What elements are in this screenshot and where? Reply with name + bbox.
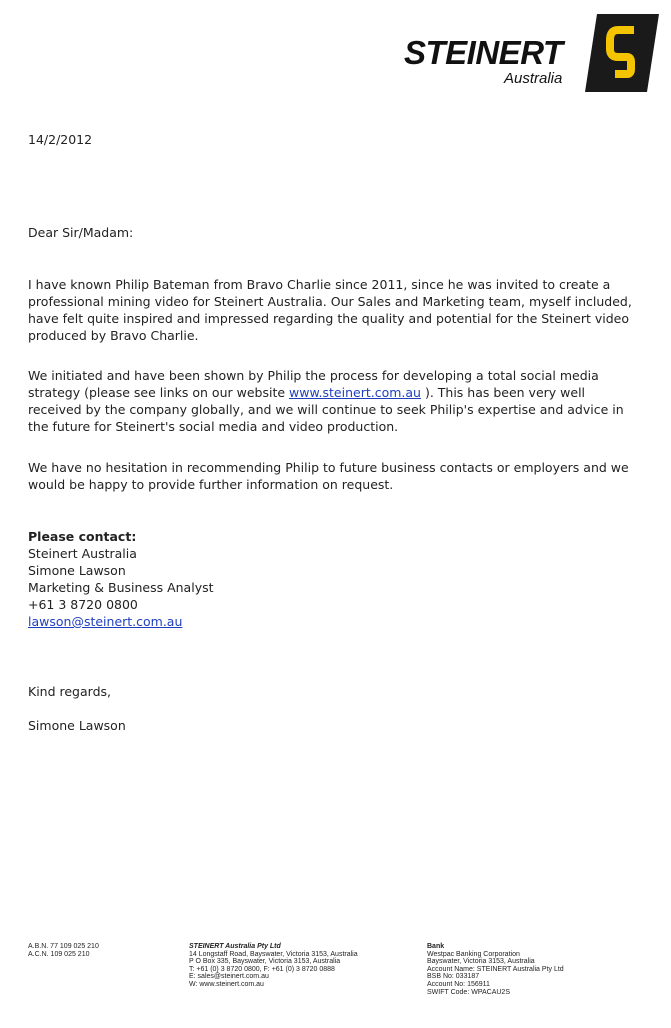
footer-account-no: Account No: 156911 xyxy=(427,980,490,988)
salutation: Dear Sir/Madam: xyxy=(28,225,134,240)
footer-account-name: Account Name: STEINERT Australia Pty Ltd xyxy=(427,965,564,973)
footer-email: E: sales@steinert.com.au xyxy=(189,973,269,981)
body-paragraph-3: We have no hesitation in recommending Philip to future business contacts or employers and we would be happy to provide further information on request. xyxy=(28,460,629,492)
contact-title: Marketing & Business Analyst xyxy=(28,580,214,595)
website-link[interactable]: www.steinert.com.au xyxy=(289,385,421,400)
footer-bank-name: Westpac Banking Corporation xyxy=(427,950,520,958)
footer-address-2: P O Box 335, Bayswater, Victoria 3153, Australia xyxy=(189,958,341,966)
contact-phone: +61 3 8720 0800 xyxy=(28,597,138,612)
footer-address-1: 14 Longstaff Road, Bayswater, Victoria 3153, Australia xyxy=(189,950,358,958)
logo-region: Australia xyxy=(504,70,563,87)
contact-block xyxy=(28,528,214,630)
contact-heading: Please contact: xyxy=(28,529,137,544)
body-paragraph-1: I have known Philip Bateman from Bravo Charlie since 2011, since he was invited to create a professional mining video for Steinert Australia. Our Sales and Marketing team, myself included, have felt quite inspired and impressed regarding the quality and potential for the Steinert video produced by Bravo Charlie. xyxy=(28,277,632,343)
contact-name: Simone Lawson xyxy=(28,563,126,578)
body-paragraph-2 xyxy=(28,367,638,435)
letter-date: 14/2/2012 xyxy=(28,132,93,147)
company-logo xyxy=(404,14,659,92)
paragraph-2-text-end: ). This has been very well received by the company globally, and we will continue to seek Philip's expertise and advice in the future for Steinert's social media and video production. xyxy=(28,385,624,434)
footer-acn: A.C.N. 109 025 210 xyxy=(28,950,90,958)
footer-registration xyxy=(28,943,99,958)
footer-phone-fax: T: +61 (0) 3 8720 0800, F: +61 (0) 3 8720 0888 xyxy=(189,965,335,973)
closing-regards: Kind regards, xyxy=(28,684,111,699)
footer-swift: SWIFT Code: WPACAU2S xyxy=(427,988,510,996)
footer-abn: A.B.N. 77 109 025 210 xyxy=(28,943,99,950)
logo-wordmark: STEINERT xyxy=(404,34,563,71)
footer-bank-details xyxy=(427,943,564,996)
footer-company-name: STEINERT Australia Pty Ltd xyxy=(189,943,281,950)
signature-name: Simone Lawson xyxy=(28,718,126,733)
contact-email-link[interactable]: lawson@steinert.com.au xyxy=(28,614,183,629)
contact-company: Steinert Australia xyxy=(28,546,137,561)
steinert-s-mark-icon xyxy=(585,14,659,92)
footer-bsb: BSB No: 033187 xyxy=(427,973,480,981)
paragraph-2-text-start: We initiated and have been shown by Philip the process for developing a total social media strategy (please see links on our website xyxy=(28,368,599,400)
footer-company-details xyxy=(189,943,358,989)
footer-bank-address: Bayswater, Victoria 3153, Australia xyxy=(427,958,535,966)
footer-web: W: www.steinert.com.au xyxy=(189,980,264,988)
footer-bank-heading: Bank xyxy=(427,943,445,950)
